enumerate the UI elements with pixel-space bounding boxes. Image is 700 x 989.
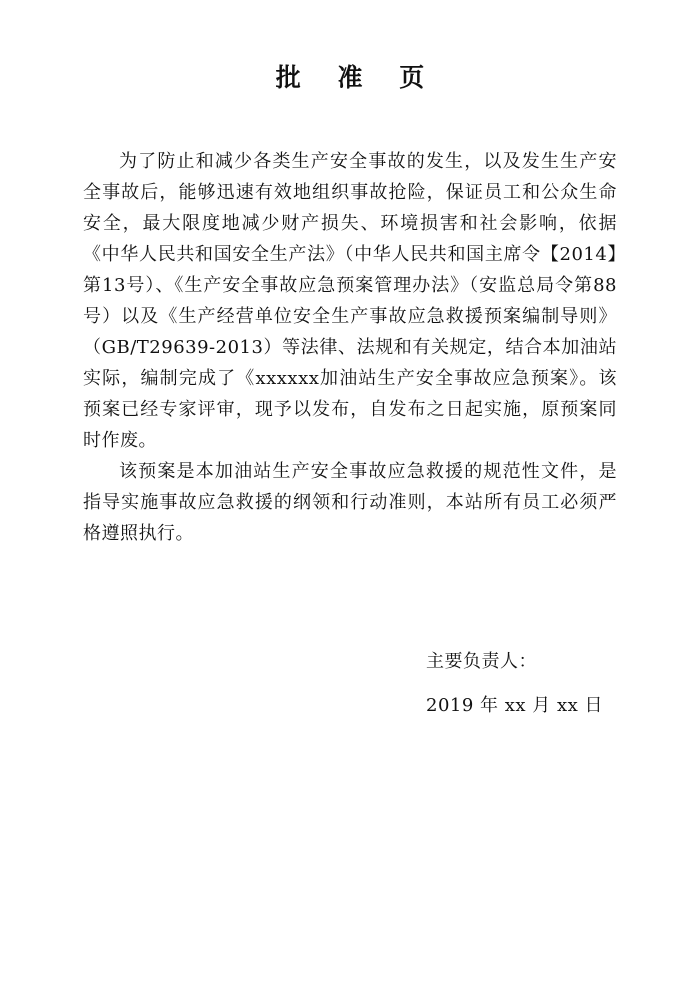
signature-date: 2019 年 xx 月 xx 日 (426, 695, 604, 716)
page-title: 批 准 页 (275, 63, 439, 92)
paragraph-compliance: 该预案是本加油站生产安全事故应急救援的规范性文件，是指导实施事故应急救援的纲领和行动准则，本站所有员工必须严格遵照执行。 (83, 461, 617, 544)
responsible-person-label: 主要负责人： (426, 651, 537, 672)
signature-block (426, 640, 603, 728)
approval-statement (83, 146, 617, 549)
paragraph-purpose: 为了防止和减少各类生产安全事故的发生，以及发生生产安全事故后，能够迅速有效地组织事故抢险，保证员工和公众生命安全，最大限度地减少财产损失、环境损害和社会影响，依据《中华人民共和国安全生产法》（中华人民共和国主席令【2014】第13号）、《生产安全事故应急预案管理办法》（安监总局令第88号）以及《生产经营单位安全生产事故应急救援预案编制导则》（GB/T29639-2013）等法律、法规和有关规定，结合本加油站实际，编制完成了《xxxxxx加油站生产安全事故应急预案》。该预案已经专家评审，现予以发布，自发布之日起实施，原预案同时作废。 (83, 151, 617, 451)
